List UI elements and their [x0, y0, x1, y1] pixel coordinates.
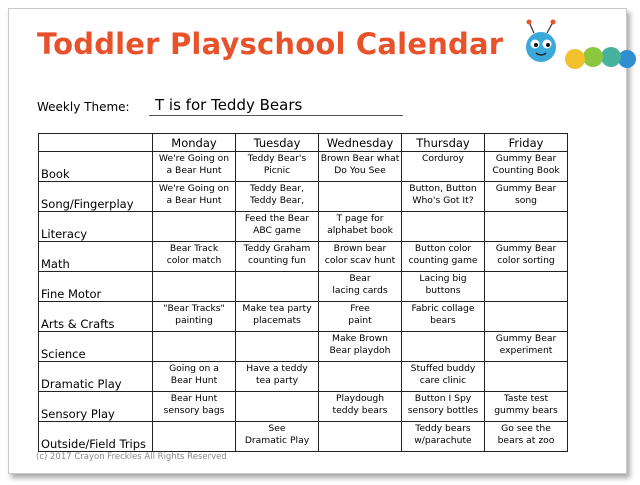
activity-label: Song/Fingerplay: [39, 182, 153, 212]
activity-cell-text: [236, 392, 318, 393]
activity-cell: [485, 272, 568, 302]
activity-cell: [153, 302, 236, 332]
activity-cell-text: "Bear Tracks" painting: [163, 303, 225, 326]
activity-cell-text: Stuffed buddy care clinic: [410, 363, 476, 386]
activity-cell: [402, 362, 485, 392]
activity-label: Math: [39, 242, 153, 272]
activity-cell: [153, 152, 236, 182]
activity-cell: [236, 362, 319, 392]
activity-cell-text: Taste test gummy bears: [494, 393, 558, 416]
activity-cell-text: Free paint: [348, 303, 372, 326]
activity-label: Dramatic Play: [39, 362, 153, 392]
activity-cell-text: Bear Track color match: [166, 243, 222, 266]
activity-row: [39, 212, 568, 242]
calendar-sheet: [8, 8, 627, 474]
activity-cell-text: Bear Hunt sensory bags: [163, 393, 225, 416]
activity-cell: [402, 392, 485, 422]
activity-row: [39, 182, 568, 212]
activity-cell: [236, 152, 319, 182]
activity-label: Sensory Play: [39, 392, 153, 422]
activity-cell: [236, 182, 319, 212]
activity-cell: [153, 242, 236, 272]
copyright-footer: (c) 2017 Crayon Freckles All Rights Reserved: [36, 452, 227, 462]
activity-cell-text: [319, 182, 401, 183]
activity-cell-text: Gummy Bear Counting Book: [492, 153, 560, 176]
activity-cell-text: See Dramatic Play: [244, 423, 310, 446]
activity-cell: [153, 422, 236, 452]
activity-cell: [319, 422, 402, 452]
activity-cell: [319, 362, 402, 392]
activity-cell: [236, 302, 319, 332]
activity-cell-text: [319, 422, 401, 423]
activity-cell-text: [236, 332, 318, 333]
activity-cell-text: Teddy Graham counting fun: [243, 243, 311, 266]
day-header: Wednesday: [319, 134, 402, 152]
activity-cell-text: [402, 332, 484, 333]
activity-cell: [236, 212, 319, 242]
activity-cell: [485, 212, 568, 242]
activity-cell-text: We're Going on a Bear Hunt: [158, 183, 230, 206]
activity-cell-text: [319, 362, 401, 363]
activity-cell: [402, 422, 485, 452]
activity-cell-text: Teddy bears w/parachute: [414, 423, 472, 446]
activity-cell-text: [153, 272, 235, 273]
activity-cell-text: Fabric collage bears: [411, 303, 475, 326]
activity-cell-text: [153, 332, 235, 333]
activity-cell-text: Have a teddy tea party: [246, 363, 308, 386]
activity-label: Fine Motor: [39, 272, 153, 302]
activity-cell: [236, 332, 319, 362]
activity-row: [39, 242, 568, 272]
activity-cell-text: Lacing big buttons: [419, 273, 467, 296]
weekly-theme-label: Weekly Theme:: [37, 100, 130, 114]
page-title: Toddler Playschool Calendar: [37, 27, 504, 61]
activity-label: Literacy: [39, 212, 153, 242]
activity-cell: [153, 212, 236, 242]
activity-cell: [236, 242, 319, 272]
day-header: Tuesday: [236, 134, 319, 152]
activity-cell: [485, 152, 568, 182]
activity-row: [39, 362, 568, 392]
activity-cell: [236, 272, 319, 302]
activity-cell: [236, 392, 319, 422]
activity-cell: [402, 242, 485, 272]
activity-cell-text: Going on a Bear Hunt: [169, 363, 219, 386]
calendar-body: [39, 152, 568, 452]
corner-cell: [39, 134, 153, 152]
activity-cell: [485, 332, 568, 362]
activity-cell: [402, 152, 485, 182]
activity-cell: [153, 362, 236, 392]
activity-cell-text: Make tea party placemats: [242, 303, 312, 326]
activity-cell: [319, 152, 402, 182]
activity-cell-text: Gummy Bear song: [495, 183, 557, 206]
activity-cell: [153, 272, 236, 302]
activity-cell-text: Teddy Bear, Teddy Bear,: [249, 183, 304, 206]
activity-cell-text: [153, 212, 235, 213]
activity-cell-text: [485, 212, 567, 213]
activity-cell: [319, 302, 402, 332]
activity-cell-text: T page for alphabet book: [327, 213, 393, 236]
activity-cell: [485, 362, 568, 392]
activity-cell-text: Button I Spy sensory bottles: [407, 393, 479, 416]
activity-cell-text: [485, 272, 567, 273]
activity-cell-text: Gummy Bear experiment: [495, 333, 557, 356]
activity-cell-text: Playdough teddy bears: [332, 393, 388, 416]
activity-cell-text: [485, 302, 567, 303]
activity-label: Outside/Field Trips: [39, 422, 153, 452]
activity-cell: [485, 302, 568, 332]
activity-cell: [485, 182, 568, 212]
activity-cell-text: Teddy Bear's Picnic: [247, 153, 307, 176]
weekly-theme-value: T is for Teddy Bears: [155, 96, 303, 114]
activity-label: Book: [39, 152, 153, 182]
activity-cell: [153, 182, 236, 212]
activity-row: [39, 152, 568, 182]
activity-cell-text: Button color counting game: [408, 243, 478, 266]
activity-cell-text: Corduroy: [422, 153, 464, 164]
activity-cell-text: Bear lacing cards: [332, 273, 388, 296]
activity-cell-text: [485, 362, 567, 363]
activity-cell: [319, 332, 402, 362]
activity-cell: [319, 182, 402, 212]
activity-cell-text: Feed the Bear ABC game: [244, 213, 310, 236]
activity-cell: [319, 212, 402, 242]
activity-cell: [402, 182, 485, 212]
activity-row: [39, 302, 568, 332]
theme-underline: [149, 115, 403, 116]
activity-cell-text: Brown Bear what Do You See: [320, 153, 400, 176]
activity-cell: [485, 392, 568, 422]
activity-cell: [402, 272, 485, 302]
activity-cell-text: Gummy Bear color sorting: [495, 243, 557, 266]
activity-cell-text: [402, 212, 484, 213]
activity-cell: [485, 422, 568, 452]
activity-cell: [319, 392, 402, 422]
activity-row: [39, 422, 568, 452]
activity-cell: [402, 302, 485, 332]
activity-cell-text: [153, 422, 235, 423]
activity-cell: [402, 332, 485, 362]
caterpillar-logo: [517, 19, 637, 71]
activity-cell-text: Go see the bears at zoo: [497, 423, 555, 446]
activity-cell-text: Make Brown Bear playdoh: [329, 333, 391, 356]
day-header: Thursday: [402, 134, 485, 152]
activity-row: [39, 272, 568, 302]
activity-cell-text: Brown bear color scav hunt: [324, 243, 396, 266]
activity-cell: [319, 272, 402, 302]
activity-label: Science: [39, 332, 153, 362]
activity-label: Arts & Crafts: [39, 302, 153, 332]
weekly-calendar-table: [38, 133, 568, 452]
activity-cell: [402, 212, 485, 242]
day-header-row: [39, 134, 568, 152]
activity-cell-text: We're Going on a Bear Hunt: [158, 153, 230, 176]
activity-cell-text: Button, Button Who's Got It?: [409, 183, 477, 206]
activity-cell: [153, 392, 236, 422]
activity-cell: [236, 422, 319, 452]
activity-row: [39, 392, 568, 422]
day-header: Friday: [485, 134, 568, 152]
activity-cell: [153, 332, 236, 362]
activity-row: [39, 332, 568, 362]
day-header: Monday: [153, 134, 236, 152]
activity-cell-text: [236, 272, 318, 273]
activity-cell: [485, 242, 568, 272]
activity-cell: [319, 242, 402, 272]
